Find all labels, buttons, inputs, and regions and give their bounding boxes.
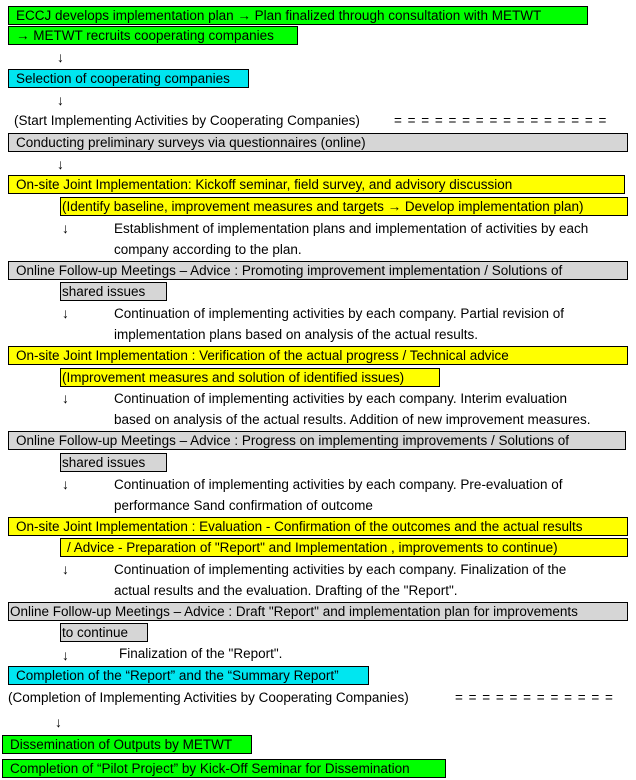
step-onsite-verification-label: On-site Joint Implementation : Verification of the actual progress / Technical advice <box>16 348 509 363</box>
step-onsite-evaluation-detail-label: / Advice - Preparation of "Report" and Implementation , improvements to continue) <box>67 540 558 555</box>
step-onsite-verification-description <box>114 388 628 430</box>
start-activities-separator: = = = = = = = = = = = = = = = = <box>394 113 608 128</box>
step-selection <box>8 69 249 88</box>
down-arrow-icon: ↓ <box>57 49 64 65</box>
description-line: company according to the plan. <box>114 242 302 257</box>
step-onsite-evaluation <box>8 517 628 536</box>
step-preliminary-surveys <box>8 133 628 152</box>
step-pilot-completion <box>2 759 446 778</box>
step-online-followup-2-detail <box>60 453 167 472</box>
down-arrow-icon: ↓ <box>57 156 64 172</box>
step-eccj-plan <box>8 6 588 25</box>
step-dissemination-label: Dissemination of Outputs by METWT <box>10 737 233 752</box>
down-arrow-icon: ↓ <box>62 390 69 406</box>
down-arrow-icon: ↓ <box>62 476 69 492</box>
description-line: based on analysis of the actual results. Addition of new improvement measures. <box>114 412 591 427</box>
step-online-followup-3-detail <box>60 623 148 642</box>
step-onsite-kickoff-label: On-site Joint Implementation: Kickoff seminar, field survey, and advisory discussion <box>16 177 513 192</box>
step-eccj-plan-label: ECCJ develops implementation plan → Plan finalized through consultation with METWT <box>16 8 542 23</box>
step-report-completion-label: Completion of the “Report” and the “Summary Report” <box>16 668 339 683</box>
step-online-followup-1-description <box>114 303 628 345</box>
description-line: Continuation of implementing activities by each company. Partial revision of <box>114 306 564 321</box>
step-pilot-completion-label: Completion of “Pilot Project” by Kick-Off Seminar for Dissemination <box>10 761 410 776</box>
step-onsite-evaluation-label: On-site Joint Implementation : Evaluation - Confirmation of the outcomes and the actual results <box>16 519 583 534</box>
description-line: Continuation of implementing activities by each company. Interim evaluation <box>114 391 567 406</box>
step-online-followup-1-label: Online Follow-up Meetings – Advice : Promoting improvement implementation / Solutions of <box>16 263 563 278</box>
down-arrow-icon: ↓ <box>62 647 69 663</box>
step-metwt-recruit-label: → METWT recruits cooperating companies <box>16 28 274 43</box>
step-online-followup-3-detail-label: to continue <box>62 625 129 640</box>
step-online-followup-2 <box>8 431 626 450</box>
description-line: Establishment of implementation plans and implementation of activities by each <box>114 221 589 236</box>
step-onsite-verification-detail-label: (Improvement measures and solution of identified issues) <box>62 370 405 385</box>
step-online-followup-3-description: Finalization of the "Report". <box>119 646 283 661</box>
step-preliminary-surveys-label: Conducting preliminary surveys via questionnaires (online) <box>16 135 366 150</box>
end-activities-separator: = = = = = = = = = = = = <box>455 690 614 705</box>
step-online-followup-3-label: Online Follow-up Meetings – Advice : Draft "Report" and implementation plan for improvements <box>10 604 578 619</box>
down-arrow-icon: ↓ <box>62 220 69 236</box>
step-report-completion <box>8 666 369 685</box>
step-onsite-kickoff-detail-label: (Identify baseline, improvement measures and targets → Develop implementation plan) <box>62 199 584 214</box>
step-onsite-evaluation-detail <box>60 538 628 557</box>
step-online-followup-2-description <box>114 474 628 516</box>
step-online-followup-3 <box>8 602 628 621</box>
step-onsite-verification <box>8 346 628 365</box>
step-onsite-kickoff-detail <box>60 197 628 216</box>
step-selection-label: Selection of cooperating companies <box>16 71 230 86</box>
step-onsite-evaluation-description <box>114 559 628 601</box>
step-online-followup-2-detail-label: shared issues <box>62 455 146 470</box>
down-arrow-icon: ↓ <box>62 561 69 577</box>
description-line: implementation plans based on analysis of the actual results. <box>114 327 478 342</box>
step-online-followup-2-label: Online Follow-up Meetings – Advice : Progress on implementing improvements / Solutions of <box>16 433 570 448</box>
description-line: Continuation of implementing activities by each company. Finalization of the <box>114 562 567 577</box>
step-online-followup-1-detail <box>60 282 167 301</box>
down-arrow-icon: ↓ <box>55 714 62 730</box>
step-online-followup-1-detail-label: shared issues <box>62 284 146 299</box>
down-arrow-icon: ↓ <box>62 305 69 321</box>
step-online-followup-1 <box>8 261 628 280</box>
step-onsite-verification-detail <box>60 368 440 387</box>
step-dissemination <box>2 735 252 754</box>
end-activities-label: (Completion of Implementing Activities by Cooperating Companies) <box>8 690 409 705</box>
description-line: Continuation of implementing activities by each company. Pre-evaluation of <box>114 477 563 492</box>
description-line: actual results and the evaluation. Drafting of the "Report". <box>114 583 458 598</box>
description-line: performance Sand confirmation of outcome <box>114 498 373 513</box>
start-activities-label: (Start Implementing Activities by Cooperating Companies) <box>14 113 360 128</box>
step-onsite-kickoff <box>8 175 625 194</box>
step-onsite-kickoff-description <box>114 218 628 260</box>
step-metwt-recruit <box>8 26 298 45</box>
down-arrow-icon: ↓ <box>57 92 64 108</box>
